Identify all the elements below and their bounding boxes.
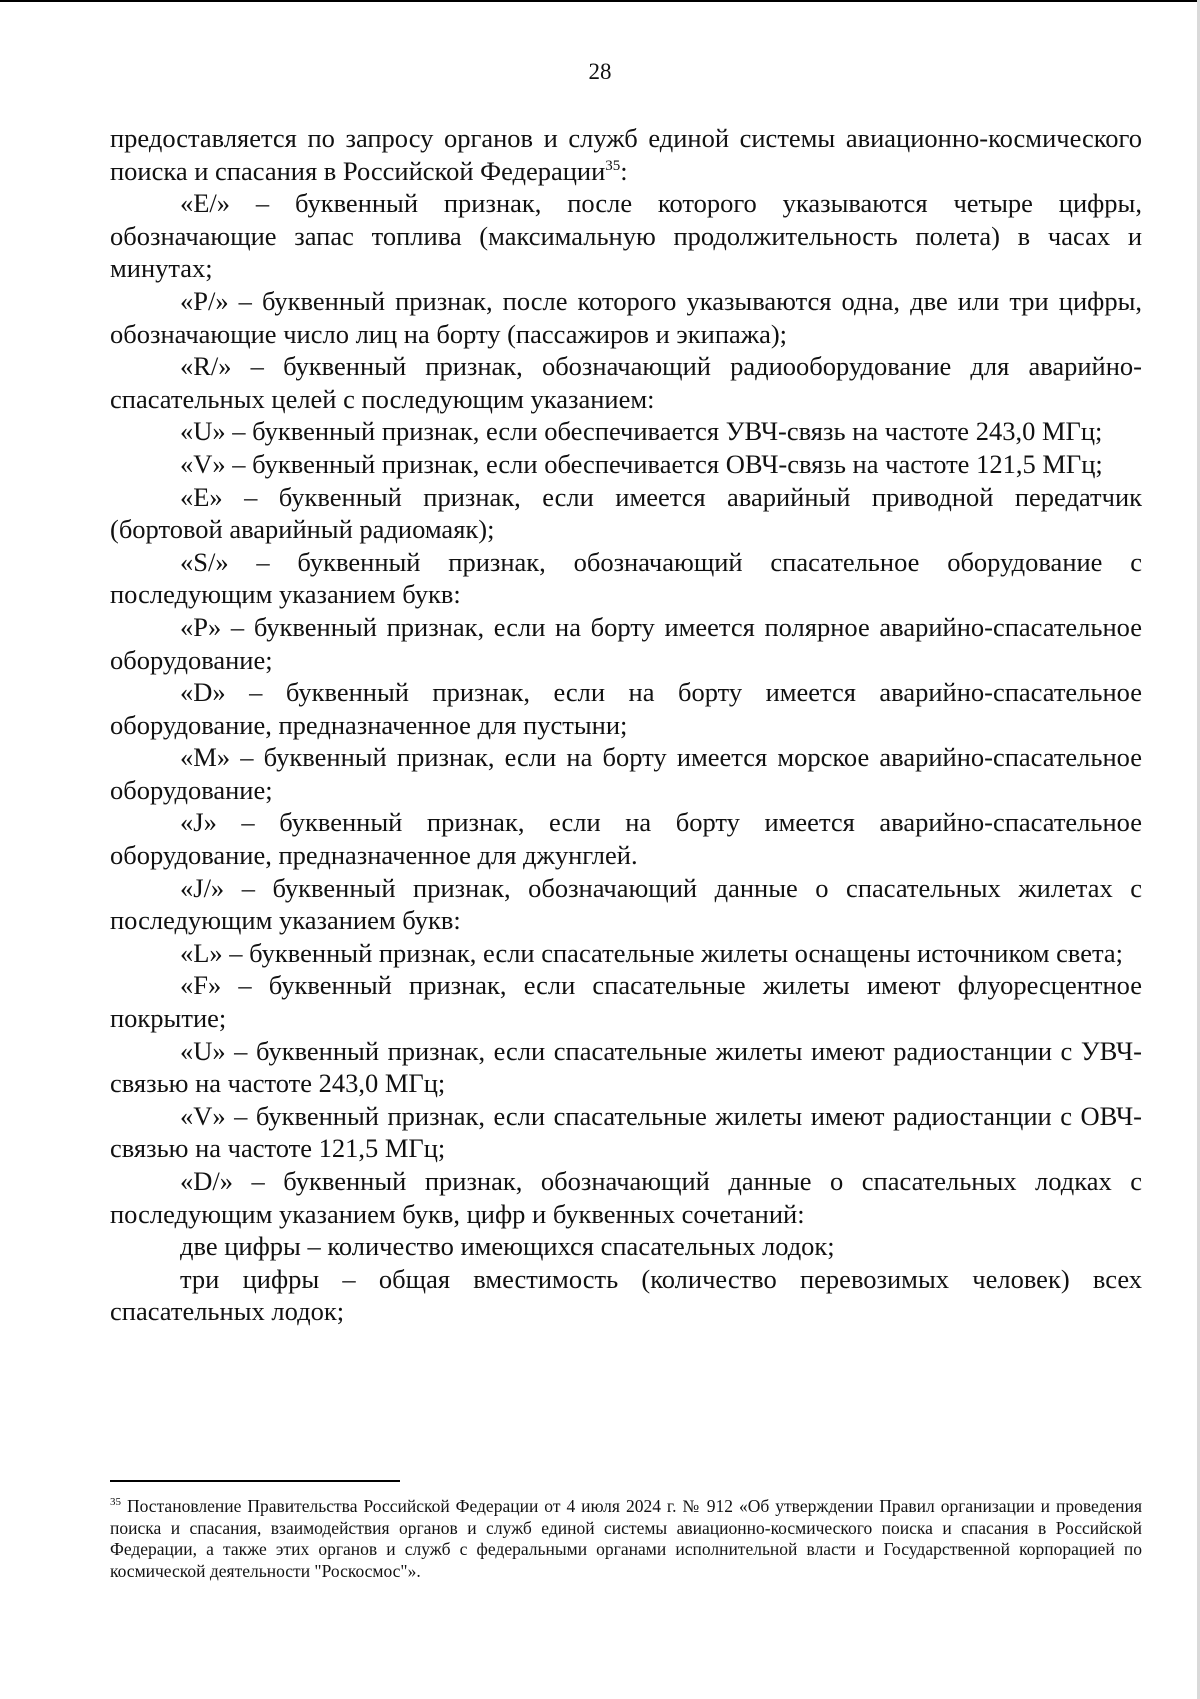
paragraph: «U» – буквенный признак, если спасательные жилеты имеют радиостанции с УВЧ-связью на частоте 243,0 МГц; bbox=[110, 1035, 1142, 1099]
paragraph: три цифры – общая вместимость (количество перевозимых человек) всех спасательных лодок; bbox=[110, 1263, 1142, 1327]
body-text bbox=[110, 122, 1142, 1328]
paragraph: «J» – буквенный признак, если на борту имеется аварийно-спасательное оборудование, предназначенное для джунглей. bbox=[110, 807, 1142, 871]
paragraph: «D» – буквенный признак, если на борту имеется аварийно-спасательное оборудование, предназначенное для пустыни; bbox=[110, 677, 1142, 740]
paragraph: «L» – буквенный признак, если спасательные жилеты оснащены источником света; bbox=[180, 937, 1124, 968]
footnote bbox=[110, 1496, 1142, 1582]
paragraph: «D/» – буквенный признак, обозначающий данные о спасательных лодках с последующим указанием букв, цифр и буквенных сочетаний: bbox=[110, 1166, 1142, 1229]
footnote-marker: 35 bbox=[110, 1496, 121, 1509]
paragraph: «P/» – буквенный признак, после которого указываются одна, две или три цифры, обозначающие число лиц на борту (пассажиров и экипажа); bbox=[110, 285, 1142, 349]
paragraph-tail: : bbox=[620, 155, 628, 186]
paragraph: «J/» – буквенный признак, обозначающий данные о спасательных жилетах с последующим указанием букв: bbox=[110, 872, 1142, 936]
footnote-text: Постановление Правительства Российской Федерации от 4 июля 2024 г. № 912 «Об утверждении Правил организации и проведения поиска и спасания, взаимодействия органов и служб единой системы авиационно-космического поиска и спасания в Российской Федерации, а также этих органов и служб с федеральными органами исполнительной власти и Государственной корпорацией по космической деятельности "Роскосмос"». bbox=[110, 1496, 1142, 1581]
paragraph: «R/» – буквенный признак, обозначающий радиооборудование для аварийно-спасательных целей с последующим указанием: bbox=[110, 351, 1142, 414]
paragraph: «P» – буквенный признак, если на борту имеется полярное аварийно-спасательное оборудование; bbox=[110, 611, 1142, 675]
paragraph: «V» – буквенный признак, если обеспечивается ОВЧ-связь на частоте 121,5 МГц; bbox=[180, 448, 1103, 479]
paragraph: «E/» – буквенный признак, после которого указываются четыре цифры, обозначающие запас топлива (максимальную продолжительность полета) в часах и минутах; bbox=[110, 188, 1142, 284]
paragraph: «M» – буквенный признак, если на борту имеется морское аварийно-спасательное оборудование; bbox=[110, 742, 1142, 805]
paragraph: «E» – буквенный признак, если имеется аварийный приводной передатчик (бортовой аварийный радиомаяк); bbox=[110, 481, 1142, 545]
top-border bbox=[0, 0, 1200, 2]
footnote-reference[interactable]: 35 bbox=[605, 157, 621, 174]
paragraph: «S/» – буквенный признак, обозначающий спасательное оборудование с последующим указанием букв: bbox=[110, 546, 1142, 610]
paragraph bbox=[110, 122, 1142, 187]
paragraph: две цифры – количество имеющихся спасательных лодок; bbox=[180, 1231, 835, 1262]
footnote-separator bbox=[110, 1480, 400, 1482]
paragraph: «F» – буквенный признак, если спасательные жилеты имеют флуоресцентное покрытие; bbox=[110, 970, 1142, 1034]
page-number: 28 bbox=[588, 59, 612, 84]
paragraph-text: предоставляется по запросу органов и служб единой системы авиационно-космического поиска и спасания в Российской Федерации bbox=[110, 123, 1142, 186]
paragraph: «U» – буквенный признак, если обеспечивается УВЧ-связь на частоте 243,0 МГц; bbox=[180, 416, 1103, 447]
paragraph: «V» – буквенный признак, если спасательные жилеты имеют радиостанции с ОВЧ-связью на частоте 121,5 МГц; bbox=[110, 1100, 1142, 1164]
